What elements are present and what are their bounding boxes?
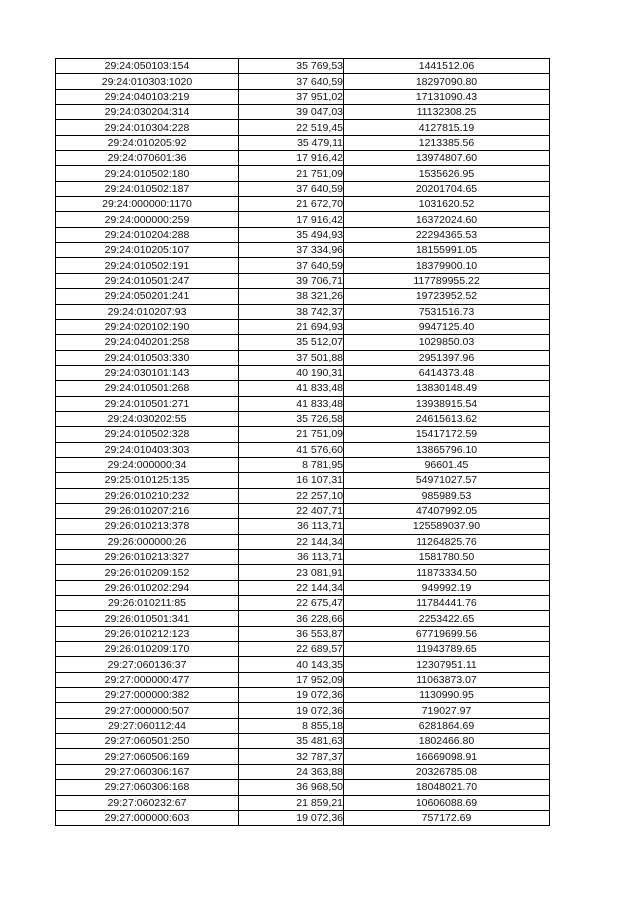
cost-value-cell: 125589037.90 [344, 519, 550, 534]
table-row [56, 780, 550, 795]
cost-value-cell: 1581780.50 [344, 550, 550, 565]
area-value-cell: 41 833,48 [239, 396, 344, 411]
cost-value-cell: 1031620.52 [344, 197, 550, 212]
table-row [56, 519, 550, 534]
table-row [56, 427, 550, 442]
cadastral-number-cell: 29:24:000000:34 [56, 457, 239, 472]
table-row [56, 565, 550, 580]
cadastral-number-cell: 29:24:010204:288 [56, 227, 239, 242]
cost-value-cell: 1130990.95 [344, 688, 550, 703]
area-value-cell: 35 479,11 [239, 135, 344, 150]
area-value-cell: 21 859,21 [239, 795, 344, 810]
table-row [56, 411, 550, 426]
table-row [56, 734, 550, 749]
cost-value-cell: 54971027.57 [344, 473, 550, 488]
cost-value-cell: 18297090.80 [344, 74, 550, 89]
cost-value-cell: 13865796.10 [344, 442, 550, 457]
cost-value-cell: 13830148.49 [344, 381, 550, 396]
table-row [56, 396, 550, 411]
area-value-cell: 16 107,31 [239, 473, 344, 488]
cost-value-cell: 16372024.60 [344, 212, 550, 227]
cadastral-number-cell: 29:26:010501:341 [56, 611, 239, 626]
cost-value-cell: 1213385.56 [344, 135, 550, 150]
table-row [56, 642, 550, 657]
cadastral-number-cell: 29:26:010213:327 [56, 550, 239, 565]
table-row [56, 795, 550, 810]
cadastral-number-cell: 29:24:000000:259 [56, 212, 239, 227]
cost-value-cell: 1029850.03 [344, 335, 550, 350]
area-value-cell: 36 113,71 [239, 550, 344, 565]
table-row [56, 688, 550, 703]
cadastral-number-cell: 29:27:060112:44 [56, 718, 239, 733]
table-row [56, 289, 550, 304]
table-row [56, 749, 550, 764]
area-value-cell: 41 833,48 [239, 381, 344, 396]
cadastral-number-cell: 29:26:010209:152 [56, 565, 239, 580]
table-row [56, 258, 550, 273]
table-row [56, 166, 550, 181]
area-value-cell: 37 951,02 [239, 89, 344, 104]
area-value-cell: 37 640,59 [239, 258, 344, 273]
cost-value-cell: 2253422.65 [344, 611, 550, 626]
cadastral-number-cell: 29:26:010202:294 [56, 580, 239, 595]
cost-value-cell: 18379900.10 [344, 258, 550, 273]
cadastral-number-cell: 29:26:010211:85 [56, 596, 239, 611]
area-value-cell: 24 363,88 [239, 764, 344, 779]
table-row [56, 473, 550, 488]
table-row [56, 381, 550, 396]
cost-value-cell: 4127815.19 [344, 120, 550, 135]
area-value-cell: 35 512,07 [239, 335, 344, 350]
area-value-cell: 38 742,37 [239, 304, 344, 319]
cost-value-cell: 2951397.96 [344, 350, 550, 365]
table-row [56, 304, 550, 319]
area-value-cell: 22 257,10 [239, 488, 344, 503]
cadastral-number-cell: 29:26:000000:26 [56, 534, 239, 549]
area-value-cell: 8 781,95 [239, 457, 344, 472]
table-row [56, 181, 550, 196]
area-value-cell: 19 072,36 [239, 703, 344, 718]
cost-value-cell: 19723952.52 [344, 289, 550, 304]
cadastral-number-cell: 29:24:010207:93 [56, 304, 239, 319]
table-row [56, 718, 550, 733]
cost-value-cell: 985989.53 [344, 488, 550, 503]
cadastral-number-cell: 29:27:000000:507 [56, 703, 239, 718]
area-value-cell: 35 726,58 [239, 411, 344, 426]
table-row [56, 319, 550, 334]
area-value-cell: 37 640,59 [239, 74, 344, 89]
cost-value-cell: 20326785.08 [344, 764, 550, 779]
area-value-cell: 37 334,96 [239, 243, 344, 258]
area-value-cell: 35 494,93 [239, 227, 344, 242]
cadastral-number-cell: 29:24:000000:1170 [56, 197, 239, 212]
table-row [56, 59, 550, 74]
area-value-cell: 22 519,45 [239, 120, 344, 135]
table-row [56, 703, 550, 718]
cadastral-number-cell: 29:24:010205:92 [56, 135, 239, 150]
area-value-cell: 39 706,71 [239, 273, 344, 288]
area-value-cell: 21 751,09 [239, 427, 344, 442]
cadastral-number-cell: 29:24:010403:303 [56, 442, 239, 457]
cadastral-number-cell: 29:26:010209:170 [56, 642, 239, 657]
cost-value-cell: 13938915.54 [344, 396, 550, 411]
cadastral-number-cell: 29:27:060306:168 [56, 780, 239, 795]
cost-value-cell: 10606088.69 [344, 795, 550, 810]
area-value-cell: 38 321,26 [239, 289, 344, 304]
table-row [56, 197, 550, 212]
area-value-cell: 37 501,88 [239, 350, 344, 365]
cost-value-cell: 18048021.70 [344, 780, 550, 795]
table-row [56, 243, 550, 258]
cadastral-number-cell: 29:24:010501:271 [56, 396, 239, 411]
cost-value-cell: 1535626.95 [344, 166, 550, 181]
cost-value-cell: 11063873.07 [344, 672, 550, 687]
table-row [56, 488, 550, 503]
cadastral-number-cell: 29:24:010502:187 [56, 181, 239, 196]
cadastral-number-cell: 29:27:060506:169 [56, 749, 239, 764]
cadastral-number-cell: 29:24:010501:268 [56, 381, 239, 396]
cost-value-cell: 949992.19 [344, 580, 550, 595]
area-value-cell: 36 553,87 [239, 626, 344, 641]
area-value-cell: 21 672,70 [239, 197, 344, 212]
cadastral-number-cell: 29:24:070601:36 [56, 151, 239, 166]
table-row [56, 672, 550, 687]
table-row [56, 120, 550, 135]
cadastral-number-cell: 29:24:040201:258 [56, 335, 239, 350]
cadastral-number-cell: 29:27:000000:382 [56, 688, 239, 703]
cost-value-cell: 22294365.53 [344, 227, 550, 242]
table-row [56, 503, 550, 518]
table-body [56, 59, 550, 826]
table-row [56, 89, 550, 104]
cadastral-number-cell: 29:24:020102:190 [56, 319, 239, 334]
cadastral-number-cell: 29:25:010125:135 [56, 473, 239, 488]
table-row [56, 611, 550, 626]
table-row [56, 580, 550, 595]
area-value-cell: 22 144,34 [239, 534, 344, 549]
area-value-cell: 23 081,91 [239, 565, 344, 580]
area-value-cell: 35 481,63 [239, 734, 344, 749]
area-value-cell: 19 072,36 [239, 688, 344, 703]
area-value-cell: 35 769,53 [239, 59, 344, 74]
area-value-cell: 17 916,42 [239, 151, 344, 166]
cost-value-cell: 9947125.40 [344, 319, 550, 334]
cost-value-cell: 117789955.22 [344, 273, 550, 288]
cadastral-number-cell: 29:27:000000:477 [56, 672, 239, 687]
cadastral-number-cell: 29:24:010303:1020 [56, 74, 239, 89]
table-row [56, 550, 550, 565]
area-value-cell: 32 787,37 [239, 749, 344, 764]
table-row [56, 457, 550, 472]
cost-value-cell: 11132308.25 [344, 105, 550, 120]
cadastral-number-cell: 29:24:010502:328 [56, 427, 239, 442]
area-value-cell: 22 144,34 [239, 580, 344, 595]
area-value-cell: 36 968,50 [239, 780, 344, 795]
area-value-cell: 22 689,57 [239, 642, 344, 657]
area-value-cell: 8 855,18 [239, 718, 344, 733]
table-row [56, 596, 550, 611]
cost-value-cell: 17131090.43 [344, 89, 550, 104]
area-value-cell: 40 190,31 [239, 365, 344, 380]
cost-value-cell: 15417172.59 [344, 427, 550, 442]
cadastral-number-cell: 29:26:010207:216 [56, 503, 239, 518]
cadastral-number-cell: 29:27:060501:250 [56, 734, 239, 749]
cadastral-number-cell: 29:27:000000:603 [56, 810, 239, 825]
cost-value-cell: 11264825.76 [344, 534, 550, 549]
cadastral-number-cell: 29:26:010213:378 [56, 519, 239, 534]
area-value-cell: 22 407,71 [239, 503, 344, 518]
cadastral-number-cell: 29:24:050201:241 [56, 289, 239, 304]
table-row [56, 227, 550, 242]
table-row [56, 273, 550, 288]
cost-value-cell: 13974807.60 [344, 151, 550, 166]
cost-value-cell: 11784441.76 [344, 596, 550, 611]
area-value-cell: 21 751,09 [239, 166, 344, 181]
cadastral-number-cell: 29:26:010212:123 [56, 626, 239, 641]
cadastral-number-cell: 29:24:010502:191 [56, 258, 239, 273]
cadastral-number-cell: 29:26:010210:232 [56, 488, 239, 503]
area-value-cell: 40 143,35 [239, 657, 344, 672]
cadastral-number-cell: 29:24:030204:314 [56, 105, 239, 120]
table-row [56, 657, 550, 672]
cost-value-cell: 1441512.06 [344, 59, 550, 74]
table-row [56, 74, 550, 89]
table-row [56, 350, 550, 365]
table-row [56, 764, 550, 779]
cadastral-number-cell: 29:24:030101:143 [56, 365, 239, 380]
table-row [56, 810, 550, 825]
area-value-cell: 36 228,66 [239, 611, 344, 626]
cadastral-number-cell: 29:24:030202:55 [56, 411, 239, 426]
table-row [56, 335, 550, 350]
area-value-cell: 19 072,36 [239, 810, 344, 825]
cost-value-cell: 1802466.80 [344, 734, 550, 749]
cost-value-cell: 6414373.48 [344, 365, 550, 380]
table-row [56, 135, 550, 150]
cost-value-cell: 16669098.91 [344, 749, 550, 764]
cost-value-cell: 67719699.56 [344, 626, 550, 641]
cost-value-cell: 11873334.50 [344, 565, 550, 580]
area-value-cell: 41 576,60 [239, 442, 344, 457]
cost-value-cell: 47407992.05 [344, 503, 550, 518]
cost-value-cell: 719027.97 [344, 703, 550, 718]
area-value-cell: 17 916,42 [239, 212, 344, 227]
table-row [56, 626, 550, 641]
area-value-cell: 22 675,47 [239, 596, 344, 611]
table-row [56, 442, 550, 457]
table-row [56, 212, 550, 227]
cadastral-number-cell: 29:24:050103:154 [56, 59, 239, 74]
cadastral-number-cell: 29:24:040103:219 [56, 89, 239, 104]
table-row [56, 105, 550, 120]
area-value-cell: 36 113,71 [239, 519, 344, 534]
area-value-cell: 39 047,03 [239, 105, 344, 120]
cadastral-number-cell: 29:27:060232:67 [56, 795, 239, 810]
cost-value-cell: 18155991.05 [344, 243, 550, 258]
cadastral-value-table [55, 58, 550, 826]
table-row [56, 534, 550, 549]
area-value-cell: 17 952,09 [239, 672, 344, 687]
cost-value-cell: 24615613.62 [344, 411, 550, 426]
cadastral-number-cell: 29:24:010304:228 [56, 120, 239, 135]
cadastral-number-cell: 29:27:060306:167 [56, 764, 239, 779]
table-row [56, 365, 550, 380]
cadastral-number-cell: 29:27:060136:37 [56, 657, 239, 672]
cost-value-cell: 96601.45 [344, 457, 550, 472]
cadastral-number-cell: 29:24:010502:180 [56, 166, 239, 181]
area-value-cell: 21 694,93 [239, 319, 344, 334]
cost-value-cell: 11943789.65 [344, 642, 550, 657]
cost-value-cell: 12307951.11 [344, 657, 550, 672]
cadastral-number-cell: 29:24:010503:330 [56, 350, 239, 365]
cadastral-number-cell: 29:24:010205:107 [56, 243, 239, 258]
table-row [56, 151, 550, 166]
cost-value-cell: 757172.69 [344, 810, 550, 825]
cost-value-cell: 7531516.73 [344, 304, 550, 319]
cadastral-number-cell: 29:24:010501:247 [56, 273, 239, 288]
area-value-cell: 37 640,59 [239, 181, 344, 196]
cost-value-cell: 20201704.65 [344, 181, 550, 196]
cost-value-cell: 6281864.69 [344, 718, 550, 733]
